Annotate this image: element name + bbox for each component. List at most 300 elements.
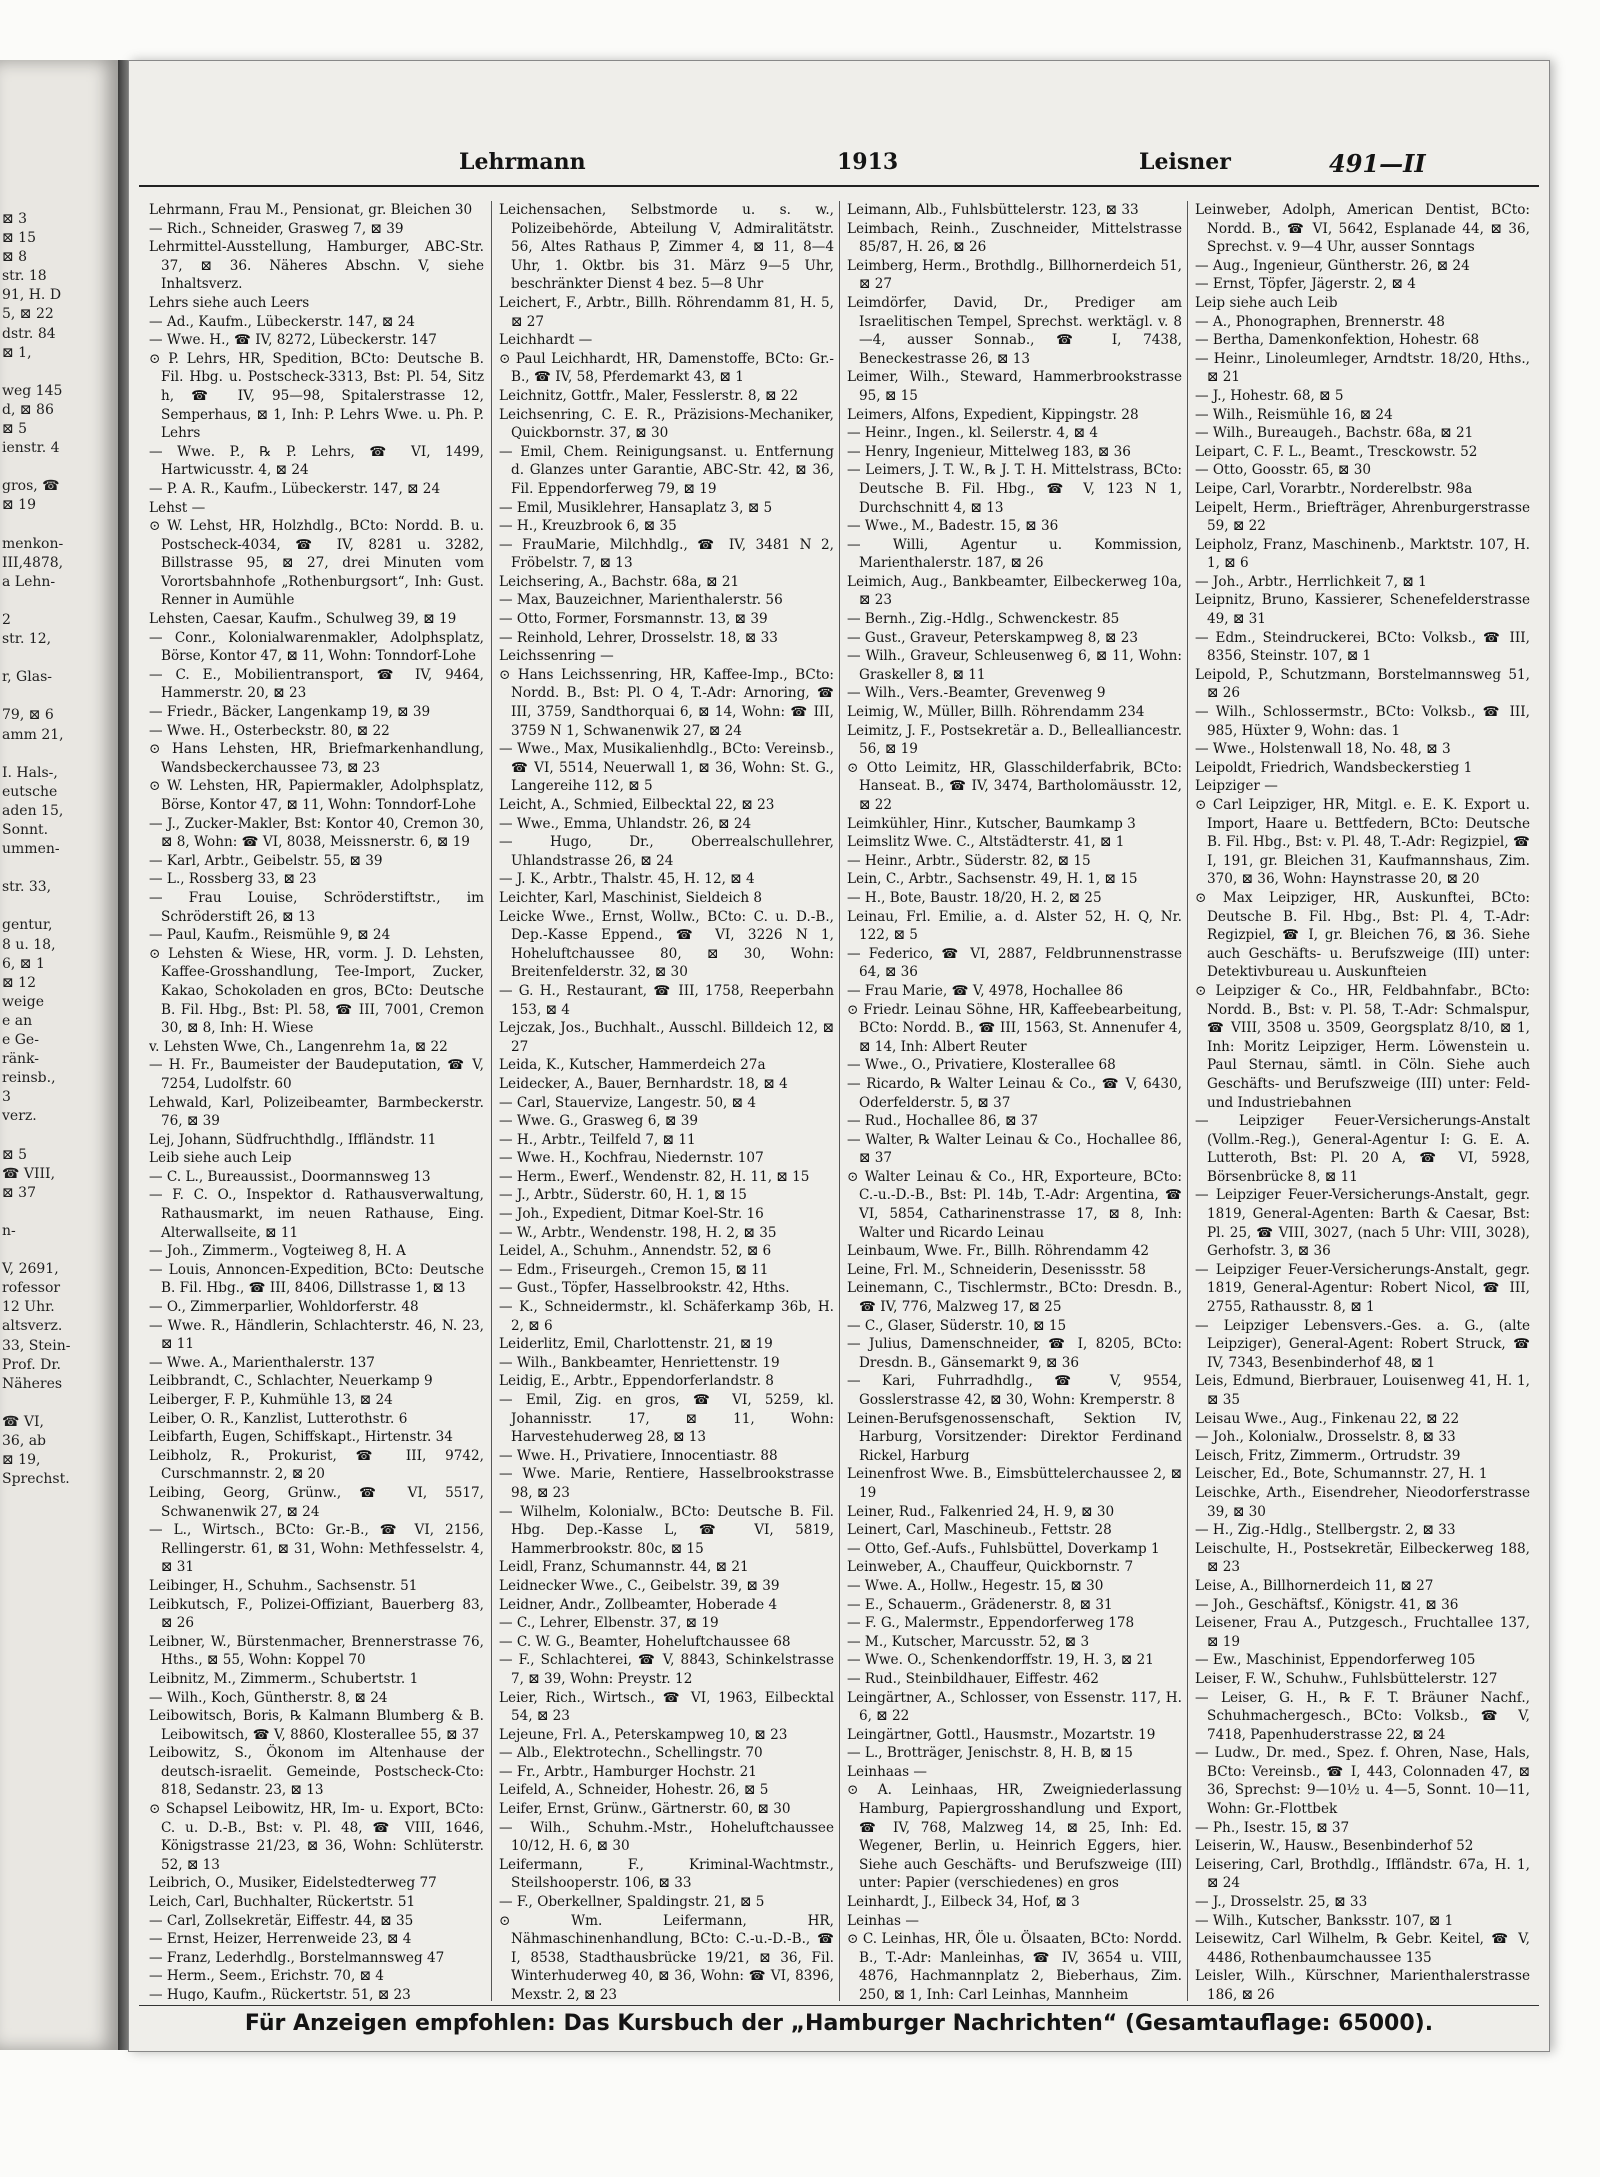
directory-entry: Leipart, C. F. L., Beamt., Tresckowstr. 52 [1195, 443, 1478, 460]
directory-entry: — Leiser, G. H., ℞ F. T. Bräuner Nachf., Schuhmachergesch., BCto: Volksb., ☎ V, 7418, Papenhuderstrasse 22, ⊠ 24 [1195, 1689, 1530, 1743]
facing-page-text [0, 60, 118, 1489]
directory-entry: — F., Schlachterei, ☎ V, 8843, Schinkelstrasse 7, ⊠ 39, Wohn: Preystr. 12 [499, 1652, 834, 1687]
facing-page-line: 6, ⊠ 1 [2, 955, 45, 972]
directory-entry: Leibfarth, Eugen, Schiffskapt., Hirtenstr. 34 [149, 1429, 453, 1446]
directory-entry: — Wwe. O., Schenkendorffstr. 19, H. 3, ⊠ 21 [847, 1652, 1154, 1669]
directory-entry: — Paul, Kaufm., Reismühle 9, ⊠ 24 [149, 927, 391, 944]
directory-entry: — Wilh., Graveur, Schleusenweg 6, ⊠ 11, Wohn: Graskeller 8, ⊠ 11 [847, 648, 1182, 683]
directory-entry: — F. C. O., Inspektor d. Rathausverwaltung, Rathausmarkt, im neuen Rathause, Eing. Alterwallseite, ⊠ 11 [149, 1187, 484, 1241]
directory-entry: Leipoldt, Friedrich, Wandsbeckerstieg 1 [1195, 759, 1473, 776]
directory-entry: — C. E., Mobilientransport, ☎ IV, 9464, Hammerstr. 20, ⊠ 23 [149, 666, 484, 702]
directory-entry: Leingärtner, Gottl., Hausmstr., Mozartstr. 19 [847, 1726, 1156, 1743]
directory-entry: Lejeune, Frl. A., Peterskampweg 10, ⊠ 23 [499, 1726, 788, 1743]
directory-entry: — Federico, ☎ VI, 2887, Feldbrunnenstrasse 64, ⊠ 36 [847, 945, 1182, 981]
facing-page-line: ⊠ 12 [2, 974, 36, 991]
directory-entry: — J., Arbtr., Süderstr. 60, H. 1, ⊠ 15 [499, 1187, 747, 1204]
directory-entry: Lehsten, Caesar, Kaufm., Schulweg 39, ⊠ 19 [149, 611, 457, 628]
header-last-entry: Leisner [1139, 149, 1231, 175]
facing-page-line: 36, ab [2, 1433, 47, 1449]
directory-entry: — Julius, Damenschneider, ☎ I, 8205, BCto: Dresdn. B., Gänsemarkt 9, ⊠ 36 [847, 1336, 1182, 1371]
directory-entry: ⊙ Otto Leimitz, HR, Glasschilderfabrik, BCto: Hanseat. B., ☎ IV, 3474, Bartholomäusstr. 12, ⊠ 22 [847, 759, 1182, 813]
directory-entry: Leibowitsch, Boris, ℞ Kalmann Blumberg & B. Leibowitsch, ☎ V, 8860, Klosterallee 55, ⊠ 37 [149, 1708, 484, 1743]
facing-page-line [2, 458, 118, 477]
directory-entry: — Rud., Steinbildhauer, Eiffestr. 462 [847, 1670, 1099, 1687]
directory-entry: Leischer, Ed., Bote, Schumannstr. 27, H. 1 [1195, 1466, 1488, 1483]
directory-entry: Leinhaas — [847, 1763, 928, 1780]
facing-page-line [2, 649, 118, 668]
facing-page-line: aden 15, [2, 802, 64, 819]
directory-entry: Leipelt, Herm., Briefträger, Ahrenburgerstrasse 59, ⊠ 22 [1195, 499, 1530, 535]
directory-entry: Leinbaum, Wwe. Fr., Billh. Röhrendamm 42 [847, 1243, 1150, 1260]
column-divider [491, 201, 492, 2001]
facing-page-line: verz. [2, 1108, 37, 1125]
directory-entry: Leib siehe auch Leip [149, 1150, 292, 1167]
facing-page-line: ☎ VIII, [2, 1165, 56, 1182]
directory-entry: ⊙ Paul Leichhardt, HR, Damenstoffe, BCto: Gr.-B., ☎ IV, 58, Pferdemarkt 43, ⊠ 1 [499, 350, 834, 386]
directory-entry: — Wwe. A., Hollw., Hegestr. 15, ⊠ 30 [847, 1577, 1104, 1594]
directory-entry: — H., Bote, Baustr. 18/20, H. 2, ⊠ 25 [847, 889, 1102, 906]
page-number: 491—II [1329, 149, 1426, 178]
facing-page-line: Näheres [2, 1375, 63, 1392]
directory-entry: ⊙ A. Leinhaas, HR, Zweigniederlassung Hamburg, Papiergrosshandlung und Export, ☎ IV, 768, Malzweg 14, ⊠ 25, Inh: Ed. Wegener, Berlin, u. Heinrich Eggers, hier. Siehe auch Geschäfts- und Berufszweige (III) unter: Papier (verschiedenes) en gros [847, 1782, 1182, 1892]
directory-entry: — L., Brotträger, Jenischstr. 8, H. B, ⊠ 15 [847, 1745, 1133, 1762]
directory-entry: Leine, Frl. M., Schneiderin, Desenissstr. 58 [847, 1261, 1146, 1278]
directory-entry: Leichensachen, Selbstmorde u. s. w., Polizeibehörde, Abteilung V, Admiralitätstr. 56, Altes Rathaus P, Zimmer 4, ⊠ 11, 8—4 Uhr, 1. Oktbr. bis 31. März 9—5 Uhr, beschränkter Dienst 4 bez. 5—8 Uhr [499, 202, 834, 293]
directory-entry: Lehrs siehe auch Leers [149, 294, 310, 311]
directory-entry: — M., Kutscher, Marcusstr. 52, ⊠ 3 [847, 1633, 1090, 1650]
directory-entry: — J., Drosselstr. 25, ⊠ 33 [1195, 1894, 1368, 1911]
directory-entry: Leichhardt — [499, 332, 593, 349]
directory-entry: — Kari, Fuhrradhdlg., ☎ V, 9554, Gosslerstrasse 42, ⊠ 30, Wohn: Kremperstr. 8 [847, 1373, 1182, 1408]
facing-page-line: amm 21, [2, 726, 64, 743]
directory-entry: Leier, Rich., Wirtsch., ☎ VI, 1963, Eilbecktal 54, ⊠ 23 [499, 1689, 834, 1725]
column-3 [847, 201, 1182, 2001]
directory-entry: — Hugo, Dr., Oberrealschullehrer, Uhlandstrasse 26, ⊠ 24 [499, 834, 834, 869]
directory-entry: Leidl, Franz, Schumannstr. 44, ⊠ 21 [499, 1559, 749, 1576]
directory-entry: — Wwe. H., ☎ IV, 8272, Lübeckerstr. 147 [149, 332, 437, 349]
directory-entry: Lein, C., Arbtr., Sachsenstr. 49, H. 1, ⊠ 15 [847, 871, 1138, 888]
directory-entry: — Ernst, Töpfer, Jägerstr. 2, ⊠ 4 [1195, 276, 1416, 293]
directory-entry: — Heinr., Linoleumleger, Arndtstr. 18/20, Hths., ⊠ 21 [1195, 350, 1530, 386]
directory-entry: ⊙ Friedr. Leinau Söhne, HR, Kaffeebearbeitung, BCto: Nordd. B., ☎ III, 1563, St. Annenufer 4, ⊠ 14, Inh: Albert Reuter [847, 1001, 1182, 1055]
directory-entry: — Wilh., Kutscher, Banksstr. 107, ⊠ 1 [1195, 1912, 1454, 1929]
directory-entry: ⊙ Leipziger & Co., HR, Feldbahnfabr., BCto: Nordd. B., Bst: v. Pl. 58, T.-Adr: Schmalspur, ☎ VIII, 3508 u. 3509, Georgsplatz 8/10, ⊠ 1, Inh: Moritz Leipziger, Herm. Löwenstein u. Paul Sternau, sämtl. in Cöln. Siehe auch Geschäfts- und Berufszweige (III) unter: Feld- und Industriebahnen [1195, 982, 1530, 1111]
facing-page-line: Sonnt. [2, 822, 49, 838]
facing-page-line: gros, ☎ [2, 478, 60, 495]
directory-entry: Lehst — [149, 499, 206, 516]
directory-entry: Leidner, Andr., Zollbeamter, Hoberade 4 [499, 1596, 778, 1613]
directory-entry: Leisewitz, Carl Wilhelm, ℞ Gebr. Keitel, ☎ V, 4486, Rothenbaumchaussee 135 [1195, 1931, 1530, 1966]
facing-page-line: ⊠ 19 [2, 497, 36, 514]
footer-rule [139, 2005, 1539, 2006]
facing-page-line: 8 u. 18, [2, 936, 56, 953]
directory-entry: Leiser, F. W., Schuhw., Fuhlsbüttelerstr. 127 [1195, 1670, 1498, 1687]
directory-entry: Leibrich, O., Musiker, Eidelstedterweg 77 [149, 1875, 437, 1892]
directory-entry: — C., Lehrer, Elbenstr. 37, ⊠ 19 [499, 1615, 719, 1632]
facing-page-line [2, 1203, 118, 1222]
directory-entry: ⊙ W. Lehsten, HR, Papiermakler, Adolphsplatz, Börse, Kontor 47, ⊠ 11, Wohn: Tonndorf-Lohe [149, 778, 484, 813]
directory-entry: Leimann, Alb., Fuhlsbüttelerstr. 123, ⊠ 33 [847, 202, 1139, 218]
directory-entry: — Wwe. H., Privatiere, Innocentiastr. 88 [499, 1447, 778, 1464]
facing-page-line: str. 12, [2, 631, 52, 648]
facing-page-line: ienstr. 4 [2, 440, 60, 457]
directory-entry: — Wwe. P., ℞ P. Lehrs, ☎ VI, 1499, Hartwicusstr. 4, ⊠ 24 [149, 443, 484, 479]
directory-entry: Lejczak, Jos., Buchhalt., Ausschl. Billdeich 12, ⊠ 27 [499, 1020, 834, 1055]
facing-page-line [2, 363, 118, 382]
directory-entry: Lehwald, Karl, Polizeibeamter, Barmbeckerstr. 76, ⊠ 39 [149, 1094, 484, 1130]
directory-entry: Leibkutsch, F., Polizei-Offiziant, Bauerberg 83, ⊠ 26 [149, 1596, 484, 1632]
directory-entry: Leinen-Berufsgenossenschaft, Sektion IV, Harburg, Vorsitzender: Direktor Ferdinand Rickel, Harburg [847, 1410, 1182, 1464]
directory-entry: — Leimers, J. T. W., ℞ J. T. H. Mittelstrass, BCto: Deutsche B. Fil. Hbg., ☎ V, 123 N 1, Durchschnitt 4, ⊠ 13 [847, 462, 1182, 516]
facing-page-line: 33, Stein- [2, 1337, 71, 1354]
directory-entry: Leibinger, H., Schuhm., Sachsenstr. 51 [149, 1577, 418, 1594]
facing-page-line: altsverz. [2, 1318, 63, 1335]
directory-entry: — Wwe., Emma, Uhlandstr. 26, ⊠ 24 [499, 815, 752, 832]
facing-page-line: a Lehn- [2, 573, 56, 590]
directory-entry: Leischulte, H., Postsekretär, Eilbeckerweg 188, ⊠ 23 [1195, 1540, 1530, 1576]
directory-entry: — H., Kreuzbrook 6, ⊠ 35 [499, 518, 677, 535]
directory-entry: Lehrmann, Frau M., Pensionat, gr. Bleichen 30 [149, 202, 473, 218]
directory-entry: Leimdörfer, David, Dr., Prediger am Israelitischen Tempel, Sprechst. werktägl. v. 8—4, ausser Sonnab., ☎ I, 7438, Beneckestrasse 26, ⊠ 13 [847, 294, 1182, 367]
facing-page-line: str. 18 [2, 268, 47, 285]
directory-entry: Leichsenring, C. E. R., Präzisions-Mechaniker, Quickbornstr. 37, ⊠ 30 [499, 406, 834, 442]
directory-entry: — Frau Marie, ☎ V, 4978, Hochallee 86 [847, 982, 1124, 999]
directory-entry: Leidig, E., Arbtr., Eppendorferlandstr. 8 [499, 1373, 774, 1390]
facing-page-line: menkon- [2, 535, 64, 552]
directory-entry: — Bertha, Damenkonfektion, Hohestr. 68 [1195, 332, 1480, 349]
directory-entry: — F. G., Malermstr., Eppendorferweg 178 [847, 1615, 1135, 1632]
facing-page-line: V, 2691, [2, 1261, 59, 1278]
directory-entry: — Ludw., Dr. med., Spez. f. Ohren, Nase, Hals, BCto: Vereinsb., ☎ I, 443, Colonnaden 47, ⊠ 36, Sprechst: 9—10½ u. 4—5, Sonnt. 10—11, Wohn: Gr.-Flottbek [1195, 1745, 1530, 1818]
directory-entry: Leich, Carl, Buchhalter, Rückertstr. 51 [149, 1894, 416, 1911]
directory-entry: — P. A. R., Kaufm., Lübeckerstr. 147, ⊠ 24 [149, 480, 441, 497]
directory-entry: v. Lehsten Wwe, Ch., Langenrehm 1a, ⊠ 22 [149, 1038, 448, 1055]
facing-page-line: ⊠ 37 [2, 1184, 36, 1201]
directory-entry: ⊙ Hans Lehsten, HR, Briefmarkenhandlung, Wandsbeckerchaussee 73, ⊠ 23 [149, 741, 484, 776]
directory-entry: ⊙ Carl Leipziger, HR, Mitgl. e. E. K. Export u. Import, Haare u. Bettfedern, BCto: Deutsche B. Fil. Hbg., Bst: v. Pl. 48, T.-Adr: Regizpiel, ☎ I, 191, gr. Bleichen 31, Kaufmannshaus, Zim. 370, ⊠ 36, Wohn: Haynstrasse 20, ⊠ 20 [1195, 797, 1530, 888]
directory-entry: Leinhardt, J., Eilbeck 34, Hof, ⊠ 3 [847, 1894, 1080, 1911]
directory-entry: Leichter, Karl, Maschinist, Sieldeich 8 [499, 889, 763, 906]
directory-entry: — K., Schneidermstr., kl. Schäferkamp 36b, H. 2, ⊠ 6 [499, 1299, 834, 1334]
directory-entry: Leibnitz, M., Zimmerm., Schubertstr. 1 [149, 1670, 419, 1687]
directory-entry: Leibholz, R., Prokurist, ☎ III, 9742, Curschmannstr. 2, ⊠ 20 [149, 1447, 484, 1483]
directory-entry: Leip siehe auch Leib [1195, 294, 1338, 311]
directory-entry: — Otto, Former, Forsmannstr. 13, ⊠ 39 [499, 611, 768, 628]
directory-entry: Leiserin, W., Hausw., Besenbinderhof 52 [1195, 1838, 1474, 1855]
facing-page-line: rofessor [2, 1280, 61, 1297]
directory-entry: — Wilh., Schuhm.-Mstr., Hoheluftchaussee 10/12, H. 6, ⊠ 30 [499, 1819, 834, 1855]
facing-page-line: 79, ⊠ 6 [2, 707, 54, 724]
directory-entry: — Ricardo, ℞ Walter Leinau & Co., ☎ V, 6430, Oderfelderstr. 5, ⊠ 37 [847, 1075, 1182, 1111]
directory-columns [145, 201, 1533, 2001]
directory-entry: Leimer, Wilh., Steward, Hammerbrookstrasse 95, ⊠ 15 [847, 369, 1182, 404]
directory-entry: ⊙ Walter Leinau & Co., HR, Exporteure, BCto: C.-u.-D.-B., Bst: Pl. 14b, T.-Adr: Argentina, ☎ VI, 5854, Catharinenstrasse 17, ⊠ 8, Inh: Walter und Ricardo Leinau [847, 1168, 1182, 1241]
directory-entry: Leisering, Carl, Brothdlg., Iffländstr. 67a, H. 1, ⊠ 24 [1195, 1856, 1530, 1892]
directory-entry: Leichssenring — [499, 648, 614, 665]
directory-entry: — Wwe., Holstenwall 18, No. 48, ⊠ 3 [1195, 741, 1451, 758]
directory-entry: Leida, K., Kutscher, Hammerdeich 27a [499, 1057, 766, 1074]
directory-entry: Leimslitz Wwe. C., Altstädterstr. 41, ⊠ 1 [847, 834, 1125, 851]
directory-entry: — Franz, Lederhdlg., Borstelmannsweg 47 [149, 1949, 445, 1966]
facing-page-line: ⊠ 5 [2, 1146, 28, 1163]
directory-entry: — Wilh., Reismühle 16, ⊠ 24 [1195, 406, 1393, 423]
header-first-entry: Lehrmann [459, 149, 586, 175]
directory-entry: Leise, A., Billhornerdeich 11, ⊠ 27 [1195, 1577, 1434, 1594]
directory-entry: Leipziger — [1195, 778, 1278, 795]
facing-page-line: ⊠ 15 [2, 230, 36, 247]
directory-entry: — Otto, Gef.-Aufs., Fuhlsbüttel, Doverkamp 1 [847, 1540, 1160, 1557]
facing-page-line [2, 592, 118, 611]
directory-entry: Leimbach, Reinh., Zuschneider, Mittelstrasse 85/87, H. 26, ⊠ 26 [847, 220, 1182, 256]
directory-entry: Leimich, Aug., Bankbeamter, Eilbeckerweg 10a, ⊠ 23 [847, 573, 1182, 609]
directory-entry: — L., Wirtsch., BCto: Gr.-B., ☎ VI, 2156, Rellingerstr. 61, ⊠ 31, Wohn: Methfesselstr. 4, ⊠ 31 [149, 1522, 484, 1576]
directory-entry: Leinhas — [847, 1912, 919, 1929]
directory-entry: Leichert, F., Arbtr., Billh. Röhrendamm 81, H. 5, ⊠ 27 [499, 294, 834, 330]
facing-page-line: r, Glas- [2, 669, 52, 686]
directory-entry: — Karl, Arbtr., Geibelstr. 55, ⊠ 39 [149, 852, 383, 869]
directory-entry: ⊙ Max Leipziger, HR, Auskunftei, BCto: Deutsche B. Fil. Hbg., Bst: Pl. 4, T.-Adr: Regizpiel, ☎ I, gr. Bleichen 76, ⊠ 36. Siehe auch Geschäfts- u. Berufszweige (III) unter: Detektivbureau u. Auskunfteien [1195, 889, 1530, 981]
directory-entry: — Leipziger Feuer-Versicherungs-Anstalt (Vollm.-Reg.), General-Agentur I: G. E. A. Lutteroth, Bst: Pl. 20 A, ☎ VI, 5928, Börsenbrücke 8, ⊠ 11 [1195, 1113, 1530, 1185]
directory-entry: — Carl, Stauervize, Langestr. 50, ⊠ 4 [499, 1094, 756, 1111]
facing-page-line: ⊠ 1, [2, 344, 32, 361]
directory-entry: — Gust., Töpfer, Hasselbrookstr. 42, Hths. [499, 1280, 790, 1297]
directory-entry: — Louis, Annoncen-Expedition, BCto: Deutsche B. Fil. Hbg., ☎ III, 8406, Dillstrasse 1, ⊠ 13 [149, 1261, 484, 1297]
directory-entry: Leis, Edmund, Bierbrauer, Louisenweg 41, H. 1, ⊠ 35 [1195, 1373, 1530, 1408]
directory-entry: — Herm., Seem., Erichstr. 70, ⊠ 4 [149, 1968, 384, 1985]
directory-entry: — Henry, Ingenieur, Mittelweg 183, ⊠ 36 [847, 443, 1131, 460]
directory-entry: — Joh., Geschäftsf., Königstr. 41, ⊠ 36 [1195, 1596, 1459, 1613]
directory-entry: Leibing, Georg, Grünw., ☎ VI, 5517, Schwanenwik 27, ⊠ 24 [149, 1484, 484, 1520]
column-divider [1187, 201, 1188, 2001]
facing-page-line: ⊠ 19, [2, 1452, 41, 1469]
directory-entry: Leimberg, Herm., Brothdlg., Billhornerdeich 51, ⊠ 27 [847, 257, 1182, 293]
directory-entry: Leischke, Arth., Eisendreher, Nieodorferstrasse 39, ⊠ 30 [1195, 1484, 1530, 1520]
directory-entry: Leipholz, Franz, Maschinenb., Marktstr. 107, H. 1, ⊠ 6 [1195, 536, 1530, 572]
facing-page-line: str. 33, [2, 879, 52, 896]
directory-entry: Leicke Wwe., Ernst, Wollw., BCto: C. u. D.-B., Dep.-Kasse Eppend., ☎ VI, 3226 N 1, Hoheluftchaussee 80, ⊠ 30, Wohn: Breitenfelderstr. 32, ⊠ 30 [499, 908, 834, 981]
directory-entry: — Wilh., Bankbeamter, Henriettenstr. 19 [499, 1354, 780, 1371]
directory-entry: — Heinr., Ingen., kl. Seilerstr. 4, ⊠ 4 [847, 425, 1099, 442]
directory-entry: — FrauMarie, Milchhdlg., ☎ IV, 3481 N 2, Fröbelstr. 7, ⊠ 13 [499, 536, 834, 572]
directory-entry: — C., Glaser, Süderstr. 10, ⊠ 15 [847, 1317, 1067, 1334]
directory-entry: ⊙ Schapsel Leibowitz, HR, Im- u. Export, BCto: C. u. D.-B., Bst: v. Pl. 48, ☎ VIII, 1646, Königstrasse 21/23, ⊠ 36, Wohn: Schlüterstr. 52, ⊠ 13 [149, 1801, 484, 1873]
directory-entry: — Walter, ℞ Walter Leinau & Co., Hochallee 86, ⊠ 37 [847, 1131, 1182, 1167]
directory-entry: — Leipziger Feuer-Versicherungs-Anstalt, gegr. 1819, General-Agenten: Barth & Caesar, Bst: Pl. 25, ☎ VIII, 3027, (nach 5 Uhr: VIII, 3028), Gerhofstr. 3, ⊠ 36 [1195, 1187, 1530, 1260]
facing-page-line: 91, H. D [2, 287, 62, 304]
directory-entry: Leinweber, Adolph, American Dentist, BCto: Nordd. B., ☎ VI, 5642, Esplanade 44, ⊠ 36, Sprechst. v. 9—4 Uhr, ausser Sonntags [1195, 202, 1530, 256]
directory-entry: — Ph., Isestr. 15, ⊠ 37 [1195, 1819, 1350, 1836]
directory-entry: Leiner, Rud., Falkenried 24, H. 9, ⊠ 30 [847, 1503, 1115, 1520]
directory-entry: — J. K., Arbtr., Thalstr. 45, H. 12, ⊠ 4 [499, 871, 755, 888]
facing-page-line: ränk- [2, 1051, 40, 1068]
directory-entry: Leimig, W., Müller, Billh. Röhrendamm 234 [847, 704, 1145, 721]
directory-entry: — Bernh., Zig.-Hdlg., Schwenckestr. 85 [847, 611, 1120, 628]
directory-entry: — J., Zucker-Makler, Bst: Kontor 40, Cremon 30, ⊠ 8, Wohn: ☎ VI, 8038, Meissnerstr. 6, ⊠ 19 [149, 815, 484, 851]
directory-entry: — Friedr., Bäcker, Langenkamp 19, ⊠ 39 [149, 704, 431, 721]
directory-entry: — Wilh., Schlossermstr., BCto: Volksb., ☎ III, 985, Hüxter 9, Wohn: das. 1 [1195, 704, 1530, 739]
directory-entry: — Emil, Chem. Reinigungsanst. u. Entfernung d. Glanzes unter Garantie, ABC-Str. 42, ⊠ 36, Fil. Eppendorferweg 79, ⊠ 19 [499, 443, 834, 497]
directory-entry: Leichsering, A., Bachstr. 68a, ⊠ 21 [499, 573, 740, 590]
directory-entry: — Wilh., Bureaugeh., Bachstr. 68a, ⊠ 21 [1195, 425, 1474, 442]
directory-entry: — Aug., Ingenieur, Güntherstr. 26, ⊠ 24 [1195, 257, 1470, 274]
footer-advertisement: Für Anzeigen empfohlen: Das Kursbuch der „Hamburger Nachrichten“ (Gesamtauflage: 65000). [244, 2011, 1434, 2036]
facing-page-line: dstr. 84 [2, 325, 56, 342]
facing-page-line: e an [2, 1012, 33, 1029]
directory-entry: Leibowitz, S., Ökonom im Altenhause der deutsch-israelit. Gemeinde, Postscheck-Cto: 818, Sedanstr. 23, ⊠ 13 [149, 1745, 484, 1799]
directory-entry: Leifeld, A., Schneider, Hohestr. 26, ⊠ 5 [499, 1782, 769, 1799]
facing-page-line: reinsb., [2, 1070, 56, 1087]
directory-entry: — O., Zimmerparlier, Wohldorferstr. 48 [149, 1299, 419, 1316]
directory-page [128, 60, 1550, 2052]
directory-entry: — Fr., Arbtr., Hamburger Hochstr. 21 [499, 1763, 757, 1780]
directory-entry: Leidel, A., Schuhm., Annendstr. 52, ⊠ 6 [499, 1243, 772, 1260]
directory-entry: Leimitz, J. F., Postsekretär a. D., Bellealliancestr. 56, ⊠ 19 [847, 722, 1182, 758]
directory-entry: ⊙ W. Lehst, HR, Holzhdlg., BCto: Nordd. B. u. Postscheck-4034, ☎ IV, 8281 u. 3282, Billstrasse 95, ⊠ 27, drei Minuten vom Vorortsbahnhofe „Rothenburgsort“, Inh: Gust. Renner in Aumühle [149, 518, 484, 609]
directory-entry: Leinau, Frl. Emilie, a. d. Alster 52, H. Q, Nr. 122, ⊠ 5 [847, 908, 1182, 944]
facing-page-line [2, 897, 118, 916]
directory-entry: — Leipziger Feuer-Versicherungs-Anstalt, gegr. 1819, General-Agentur: Robert Nicol, ☎ III, 2755, Rathausstr. 8, ⊠ 1 [1195, 1261, 1530, 1316]
directory-entry: Leimers, Alfons, Expedient, Kippingstr. 28 [847, 406, 1139, 423]
facing-page-line: gentur, [2, 917, 53, 934]
directory-entry: — E., Schauerm., Grädenerstr. 8, ⊠ 31 [847, 1596, 1113, 1613]
directory-entry: — H., Arbtr., Teilfeld 7, ⊠ 11 [499, 1131, 696, 1148]
facing-page-line: ⊠ 5 [2, 421, 28, 438]
facing-page-line [2, 687, 118, 706]
directory-entry: Leiberger, F. P., Kuhmühle 13, ⊠ 24 [149, 1392, 393, 1408]
facing-page-line [2, 859, 118, 878]
facing-page-line: 3 [2, 1089, 11, 1106]
directory-entry: — Joh., Expedient, Ditmar Koel-Str. 16 [499, 1206, 764, 1223]
directory-entry: Leipe, Carl, Vorarbtr., Norderelbstr. 98a [1195, 480, 1473, 497]
directory-entry: — A., Phonographen, Brennerstr. 48 [1195, 313, 1445, 330]
directory-entry: — Edm., Steindruckerei, BCto: Volksb., ☎ III, 8356, Steinstr. 107, ⊠ 1 [1195, 629, 1530, 665]
directory-entry: Lehrmittel-Ausstellung, Hamburger, ABC-Str. 37, ⊠ 36. Näheres Abschn. V, siehe Inhaltsverz. [149, 239, 484, 293]
directory-entry: — Conr., Kolonialwarenmakler, Adolphsplatz, Börse, Kontor 47, ⊠ 11, Wohn: Tonndorf-Lohe [149, 629, 484, 665]
directory-entry: — Wwe., M., Badestr. 15, ⊠ 36 [847, 518, 1059, 535]
facing-page-line: 2 [2, 611, 11, 628]
directory-entry: — Wwe. H., Kochfrau, Niedernstr. 107 [499, 1150, 764, 1167]
directory-entry: Leinert, Carl, Maschineub., Fettstr. 28 [847, 1522, 1112, 1539]
directory-entry: — Joh., Arbtr., Herrlichkeit 7, ⊠ 1 [1195, 573, 1427, 590]
directory-entry: Leisch, Fritz, Zimmerm., Ortrudstr. 39 [1195, 1447, 1461, 1464]
directory-entry: Leinemann, C., Tischlermstr., BCto: Dresdn. B., ☎ IV, 776, Malzweg 17, ⊠ 25 [847, 1280, 1182, 1316]
directory-entry: — Hugo, Kaufm., Rückertstr. 51, ⊠ 23 [149, 1987, 411, 2001]
directory-entry: — Wilh., Koch, Güntherstr. 8, ⊠ 24 [149, 1689, 388, 1706]
facing-page-line: e Ge- [2, 1032, 39, 1049]
directory-entry: Leinweber, A., Chauffeur, Quickbornstr. 7 [847, 1559, 1134, 1576]
header-rule [139, 185, 1539, 187]
directory-entry: — Ad., Kaufm., Lübeckerstr. 147, ⊠ 24 [149, 313, 415, 330]
directory-entry: — Emil, Musiklehrer, Hansaplatz 3, ⊠ 5 [499, 499, 773, 516]
directory-entry: — Wwe. Marie, Rentiere, Hasselbrookstrasse 98, ⊠ 23 [499, 1466, 834, 1501]
facing-page-line: ⊠ 8 [2, 249, 28, 266]
directory-entry: ⊙ P. Lehrs, HR, Spedition, BCto: Deutsche B. Fil. Hbg. u. Postscheck-3313, Bst: Pl. 54, Sitz h, ☎ IV, 95—98, Spitalerstrasse 12, Semperhaus, ⊠ 1, Inh: P. Lehrs Wwe. u. Ph. P. Lehrs [149, 350, 484, 442]
directory-entry: — Ernst, Heizer, Herrenweide 23, ⊠ 4 [149, 1931, 412, 1948]
facing-page-fragment [0, 60, 124, 2050]
directory-entry: — Heinr., Arbtr., Süderstr. 82, ⊠ 15 [847, 852, 1091, 869]
directory-entry: ⊙ Lehsten & Wiese, HR, vorm. J. D. Lehsten, Kaffee-Grosshandlung, Tee-Import, Zucker, Kakao, Schokoladen en gros, BCto: Deutsche B. Fil. Hbg., Bst: Pl. 58, ☎ III, 7001, Cremon 30, ⊠ 8, Inh: H. Wiese [149, 945, 484, 1037]
directory-entry: — Edm., Friseurgeh., Cremon 15, ⊠ 11 [499, 1261, 769, 1278]
directory-entry: — Gust., Graveur, Peterskampweg 8, ⊠ 23 [847, 629, 1139, 646]
directory-entry: — W., Arbtr., Wendenstr. 198, H. 2, ⊠ 35 [499, 1224, 777, 1241]
facing-page-line: Sprechst. [2, 1471, 70, 1488]
facing-page-line: ☎ VI, [2, 1413, 44, 1430]
directory-entry: — Wwe. G., Grasweg 6, ⊠ 39 [499, 1113, 698, 1130]
directory-entry: Leipnitz, Bruno, Kassierer, Schenefelderstrasse 49, ⊠ 31 [1195, 592, 1530, 628]
directory-entry: — Willi, Agentur u. Kommission, Marienthalerstr. 187, ⊠ 26 [847, 536, 1182, 572]
column-2 [499, 201, 834, 2001]
facing-page-line: n- [2, 1222, 16, 1239]
directory-entry: Leichnitz, Gottfr., Maler, Fesslerstr. 8, ⊠ 22 [499, 387, 799, 404]
directory-entry: Leiber, O. R., Kanzlist, Lutterothstr. 6 [149, 1410, 408, 1427]
directory-entry: — Leipziger Lebensvers.-Ges. a. G., (alte Leipziger), General-Agent: Robert Struck, ☎ IV, 7343, Besenbinderhof 48, ⊠ 1 [1195, 1317, 1530, 1371]
column-1 [149, 201, 484, 2001]
facing-page-line: ⊠ 3 [2, 211, 28, 227]
directory-entry: — L., Rossberg 33, ⊠ 23 [149, 871, 317, 888]
directory-entry: Leidnecker Wwe., C., Geibelstr. 39, ⊠ 39 [499, 1577, 780, 1594]
directory-entry: Leifermann, F., Kriminal-Wachtmstr., Steilshooperstr. 106, ⊠ 33 [499, 1856, 834, 1892]
directory-entry: Leifer, Ernst, Grünw., Gärtnerstr. 60, ⊠ 30 [499, 1801, 791, 1818]
directory-entry: — Joh., Kolonialw., Drosselstr. 8, ⊠ 33 [1195, 1429, 1456, 1446]
running-header [129, 149, 1549, 189]
column-4 [1195, 201, 1530, 2001]
facing-page-line: ummen- [2, 841, 60, 858]
directory-entry: Leibbrandt, C., Schlachter, Neuerkamp 9 [149, 1373, 433, 1390]
facing-page-line [2, 516, 118, 535]
directory-entry: Leisler, Wilh., Kürschner, Marienthalerstrasse 186, ⊠ 26 [1195, 1968, 1530, 2001]
directory-entry: Leipold, P., Schutzmann, Borstelmannsweg 51, ⊠ 26 [1195, 666, 1530, 702]
directory-entry: Leibner, W., Bürstenmacher, Brennerstrasse 76, Hths., ⊠ 55, Wohn: Koppel 70 [149, 1633, 484, 1669]
directory-entry: Leisener, Frau A., Putzgesch., Fruchtallee 137, ⊠ 19 [1195, 1615, 1530, 1650]
facing-page-line: III,4878, [2, 554, 64, 571]
facing-page-line [2, 745, 118, 764]
directory-entry: — G. H., Restaurant, ☎ III, 1758, Reeperbahn 153, ⊠ 4 [499, 982, 834, 1018]
facing-page-line: eutsche [2, 783, 58, 800]
directory-entry: Lej, Johann, Südfruchthdlg., Iffländstr. 11 [149, 1131, 437, 1148]
facing-page-line: 5, ⊠ 22 [2, 306, 54, 323]
directory-entry: Leinenfrost Wwe. B., Eimsbüttelerchaussee 2, ⊠ 19 [847, 1466, 1182, 1501]
directory-entry: — Frau Louise, Schröderstiftstr., im Schröderstift 26, ⊠ 13 [149, 889, 484, 925]
directory-entry: ⊙ Hans Leichssenring, HR, Kaffee-Imp., BCto: Nordd. B., Bst: Pl. O 4, T.-Adr: Arnoring, ☎ III, 3759, Sandthorquai 6, ⊠ 14, Wohn: ☎ III, 3759 N 1, Schwanenwik 27, ⊠ 24 [499, 666, 834, 739]
directory-entry: ⊙ Wm. Leifermann, HR, Nähmaschinenhandlung, BCto: C.-u.-D.-B., ☎ I, 8538, Stadthausbrücke 19/21, ⊠ 36, Fil. Winterhuderweg 40, ⊠ 36, Wohn: ☎ VI, 8396, Mexstr. 2, ⊠ 23 [499, 1912, 834, 2001]
facing-page-line: Prof. Dr. [2, 1356, 61, 1373]
directory-entry: — Wwe. A., Marienthalerstr. 137 [149, 1354, 375, 1371]
directory-entry: Leisau Wwe., Aug., Finkenau 22, ⊠ 22 [1195, 1410, 1460, 1427]
directory-entry: — Wilhelm, Kolonialw., BCto: Deutsche B. Fil. Hbg. Dep.-Kasse L, ☎ VI, 5819, Hammerbrookstr. 80c, ⊠ 15 [499, 1503, 834, 1557]
directory-entry: Leiderlitz, Emil, Charlottenstr. 21, ⊠ 19 [499, 1336, 773, 1353]
facing-page-line: weg 145 [2, 382, 63, 399]
directory-entry: — Emil, Zig. en gros, ☎ VI, 5259, kl. Johannisstr. 17, ⊠ 11, Wohn: Harvestehuderweg 28, ⊠ 13 [499, 1392, 834, 1446]
directory-entry: — Wwe., O., Privatiere, Klosterallee 68 [847, 1057, 1116, 1074]
directory-entry: — F., Oberkellner, Spaldingstr. 21, ⊠ 5 [499, 1894, 765, 1911]
column-divider [839, 201, 840, 2001]
directory-entry: Leimkühler, Hinr., Kutscher, Baumkamp 3 [847, 815, 1136, 832]
directory-entry: — Wilh., Vers.-Beamter, Grevenweg 9 [847, 685, 1106, 702]
facing-page-line: weige [2, 993, 44, 1010]
directory-entry: — Wwe., Max, Musikalienhdlg., BCto: Vereinsb., ☎ VI, 5514, Neuerwall 1, ⊠ 36, Wohn: St. G., Langereihe 112, ⊠ 5 [499, 741, 834, 795]
directory-entry: — H. Fr., Baumeister der Baudeputation, ☎ V, 7254, Ludolfstr. 60 [149, 1057, 484, 1092]
directory-entry: — H., Zig.-Hdlg., Stellbergstr. 2, ⊠ 33 [1195, 1522, 1456, 1539]
directory-entry: — Wwe. H., Osterbeckstr. 80, ⊠ 22 [149, 722, 390, 739]
facing-page-line [2, 1241, 118, 1260]
facing-page-line: d, ⊠ 86 [2, 401, 54, 418]
directory-entry: — Ew., Maschinist, Eppendorferweg 105 [1195, 1652, 1476, 1669]
directory-entry: — Carl, Zollsekretär, Eiffestr. 44, ⊠ 35 [149, 1912, 414, 1929]
directory-entry: Leidecker, A., Bauer, Bernhardstr. 18, ⊠ 4 [499, 1075, 788, 1092]
facing-page-line: 12 Uhr. [2, 1299, 55, 1316]
facing-page-line [2, 1394, 118, 1413]
directory-entry: — Wwe. R., Händlerin, Schlachterstr. 46, N. 23, ⊠ 11 [149, 1317, 484, 1353]
